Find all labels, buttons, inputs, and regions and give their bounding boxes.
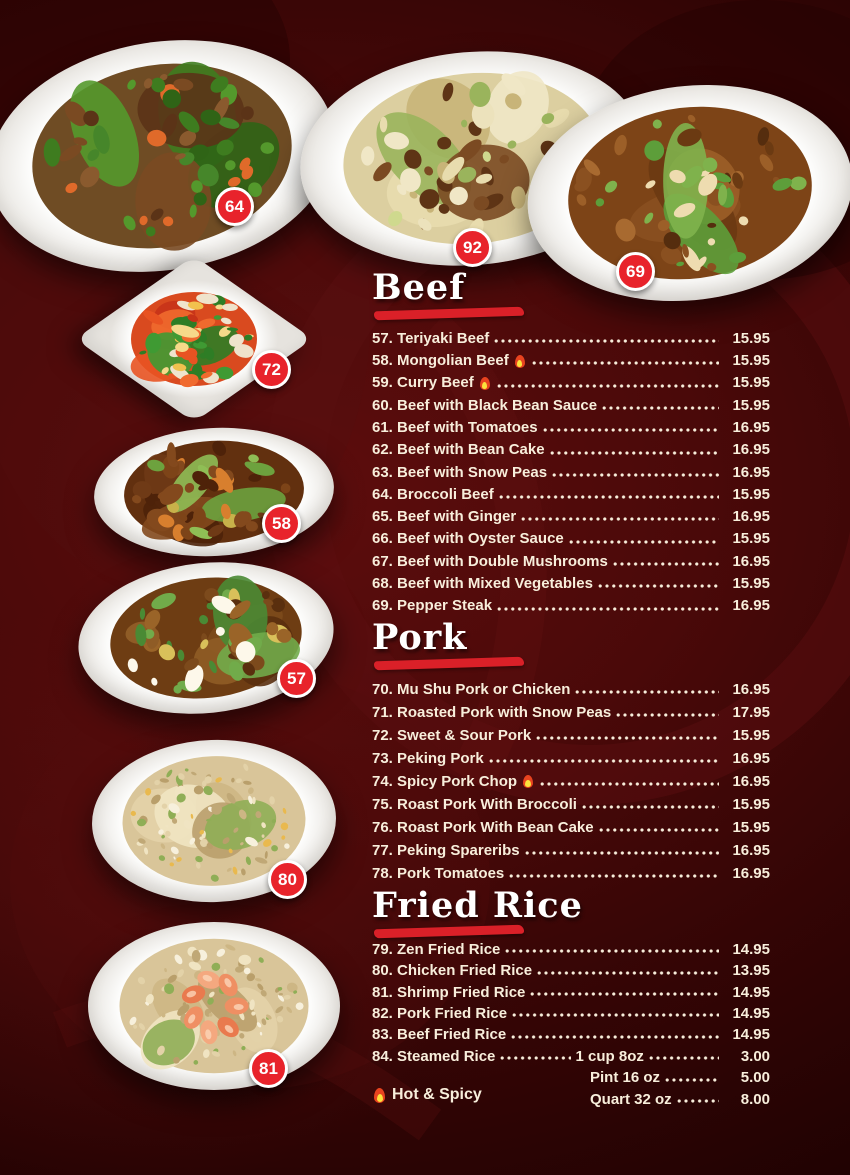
dot-leader — [512, 1012, 719, 1019]
dot-leader — [540, 781, 719, 788]
item-label: 60. Beef with Black Bean Sauce — [372, 396, 598, 414]
dish-number-badge-81: 81 — [249, 1049, 288, 1088]
menu-item — [372, 747, 770, 770]
menu-item — [372, 939, 770, 960]
section-title: Beef — [372, 267, 466, 308]
dot-leader — [489, 758, 719, 765]
item-price: 16.95 — [732, 749, 770, 767]
menu-item — [372, 439, 770, 461]
brush-underline-decoration — [374, 656, 524, 670]
dot-leader — [575, 689, 719, 696]
menu-item — [372, 372, 770, 394]
dish-food-illustration — [71, 550, 341, 726]
menu-item — [372, 770, 770, 793]
item-label: Pint 16 oz — [590, 1069, 661, 1087]
spicy-flame-icon — [523, 775, 533, 788]
item-label: 76. Roast Pork With Bean Cake — [372, 818, 594, 836]
dot-leader — [500, 1055, 570, 1062]
item-label: 64. Broccoli Beef — [372, 485, 494, 503]
item-label: 80. Chicken Fried Rice — [372, 962, 533, 980]
item-price: 15.95 — [732, 726, 770, 744]
dot-leader — [677, 1098, 719, 1105]
flame-icon — [374, 1088, 385, 1103]
dish-photo-mongolian-beef — [91, 422, 337, 562]
menu-item — [372, 724, 770, 747]
dot-leader — [537, 970, 719, 977]
dot-leader — [649, 1055, 719, 1062]
section-items — [372, 678, 770, 885]
dot-leader — [532, 360, 719, 367]
section-items — [372, 328, 770, 618]
menu-item — [372, 528, 770, 550]
menu-item — [372, 816, 770, 839]
dish-number-badge-64: 64 — [215, 187, 254, 226]
dot-leader — [613, 561, 719, 568]
item-price: 15.95 — [732, 352, 770, 370]
item-label: 57. Teriyaki Beef — [372, 329, 490, 347]
dot-leader — [497, 606, 719, 613]
menu-section-beef — [372, 267, 770, 618]
item-price: 16.95 — [732, 463, 770, 481]
spicy-flame-icon — [480, 377, 490, 390]
dish-number-badge-92: 92 — [453, 228, 492, 267]
item-price: 15.95 — [732, 575, 770, 593]
item-label: 72. Sweet & Sour Pork — [372, 726, 532, 744]
hot-spicy-legend — [374, 1086, 482, 1104]
dot-leader — [598, 583, 719, 590]
item-label: 66. Beef with Oyster Sauce — [372, 530, 564, 548]
item-price: 16.95 — [732, 772, 770, 790]
item-price: 16.95 — [732, 552, 770, 570]
item-label: 62. Beef with Bean Cake — [372, 441, 545, 459]
menu-item — [372, 1024, 770, 1045]
item-label: 81. Shrimp Fried Rice — [372, 983, 526, 1001]
item-label: 63. Beef with Snow Peas — [372, 463, 548, 481]
dish-number-badge-57: 57 — [277, 659, 316, 698]
item-price: 15.95 — [732, 329, 770, 347]
item-price: 17.95 — [732, 703, 770, 721]
item-label: 77. Peking Spareribs — [372, 841, 520, 859]
dish-number-badge-69: 69 — [616, 252, 655, 291]
menu-item — [372, 1046, 770, 1067]
item-price: 15.95 — [732, 818, 770, 836]
dot-leader — [497, 383, 719, 390]
menu-item — [372, 506, 770, 528]
item-price: 16.95 — [732, 841, 770, 859]
item-price: 16.95 — [732, 441, 770, 459]
item-price: 16.95 — [732, 680, 770, 698]
item-label: 73. Peking Pork — [372, 749, 484, 767]
item-label: 83. Beef Fried Rice — [372, 1026, 507, 1044]
dot-leader — [616, 712, 719, 719]
menu-item — [372, 462, 770, 484]
dish-number-badge-58: 58 — [262, 504, 301, 543]
brush-underline-decoration — [374, 306, 524, 320]
item-price: 15.95 — [732, 396, 770, 414]
menu-item — [372, 862, 770, 885]
item-price: 3.00 — [740, 1047, 771, 1065]
dish-food-illustration — [110, 280, 278, 398]
dot-leader — [509, 873, 719, 880]
menu-item — [372, 678, 770, 701]
dot-leader — [521, 516, 719, 523]
dot-leader — [550, 450, 719, 457]
item-price: 16.95 — [732, 597, 770, 615]
item-label: 79. Zen Fried Rice — [372, 940, 501, 958]
item-label: 69. Pepper Steak — [372, 597, 493, 615]
item-price: 15.95 — [732, 485, 770, 503]
menu-item — [372, 982, 770, 1003]
menu-item — [372, 793, 770, 816]
item-price: 14.95 — [732, 1004, 770, 1022]
dot-leader — [569, 539, 719, 546]
dot-leader — [602, 405, 719, 412]
item-label: 70. Mu Shu Pork or Chicken — [372, 680, 571, 698]
item-price: 15.95 — [732, 795, 770, 813]
dot-leader — [494, 338, 719, 345]
menu-item — [372, 701, 770, 724]
section-items — [372, 939, 770, 1110]
dot-leader — [511, 1034, 719, 1041]
section-title: Pork — [372, 617, 468, 658]
dish-food-illustration — [91, 422, 337, 562]
dish-photo-sesame-beef — [71, 550, 341, 726]
dish-photo-shrimp-fried-rice — [88, 922, 340, 1090]
item-price: 14.95 — [732, 983, 770, 1001]
item-label: 78. Pork Tomatoes — [372, 864, 505, 882]
item-label: 74. Spicy Pork Chop — [372, 772, 518, 790]
dish-number-badge-80: 80 — [268, 860, 307, 899]
item-price: 14.95 — [732, 940, 770, 958]
dish-number-badge-72: 72 — [252, 350, 291, 389]
menu-item — [372, 484, 770, 506]
item-label: 67. Beef with Double Mushrooms — [372, 552, 608, 570]
menu-item — [372, 960, 770, 981]
menu-item — [372, 417, 770, 439]
item-price: 14.95 — [732, 1026, 770, 1044]
dot-leader — [536, 735, 719, 742]
dish-food-illustration — [88, 922, 340, 1090]
dot-leader — [543, 427, 719, 434]
item-price: 8.00 — [740, 1090, 770, 1108]
item-label: 58. Mongolian Beef — [372, 352, 509, 370]
item-portion-label: 1 cup 8oz — [575, 1047, 644, 1065]
item-label: 65. Beef with Ginger — [372, 508, 517, 526]
dot-leader — [499, 494, 719, 501]
spicy-flame-icon — [515, 355, 525, 368]
item-price: 5.00 — [740, 1069, 770, 1087]
item-price: 15.95 — [732, 530, 770, 548]
item-price: 16.95 — [732, 418, 770, 436]
menu-item — [372, 395, 770, 417]
brush-underline-decoration — [374, 924, 524, 938]
menu-item — [372, 595, 770, 617]
item-price: 15.95 — [732, 374, 770, 392]
menu-section-fried-rice — [372, 885, 771, 1110]
dot-leader — [599, 827, 719, 834]
dot-leader — [525, 850, 719, 857]
dot-leader — [552, 472, 719, 479]
item-label: Quart 32 oz — [590, 1090, 672, 1108]
item-label: 61. Beef with Tomatoes — [372, 418, 538, 436]
menu-item — [372, 839, 770, 862]
dot-leader — [665, 1077, 719, 1084]
item-label: 84. Steamed Rice — [372, 1047, 496, 1065]
menu-item — [372, 573, 770, 595]
menu-item — [372, 350, 770, 372]
item-label: 75. Roast Pork With Broccoli — [372, 795, 577, 813]
menu-item — [372, 1003, 770, 1024]
legend-label: Hot & Spicy — [392, 1086, 482, 1103]
menu-item — [372, 551, 770, 573]
menu-section-pork — [372, 617, 770, 885]
item-label: 68. Beef with Mixed Vegetables — [372, 575, 593, 593]
item-price: 13.95 — [732, 962, 770, 980]
item-price: 16.95 — [732, 508, 770, 526]
item-label: 59. Curry Beef — [372, 374, 474, 392]
section-title: Fried Rice — [372, 885, 583, 926]
dot-leader — [582, 804, 719, 811]
item-label: 82. Pork Fried Rice — [372, 1004, 508, 1022]
dot-leader — [530, 991, 719, 998]
item-price: 16.95 — [732, 864, 770, 882]
dish-photo-sweet-and-sour-pork — [75, 256, 313, 422]
menu-item — [372, 328, 770, 350]
dot-leader — [505, 948, 719, 955]
item-label: 71. Roasted Pork with Snow Peas — [372, 703, 612, 721]
